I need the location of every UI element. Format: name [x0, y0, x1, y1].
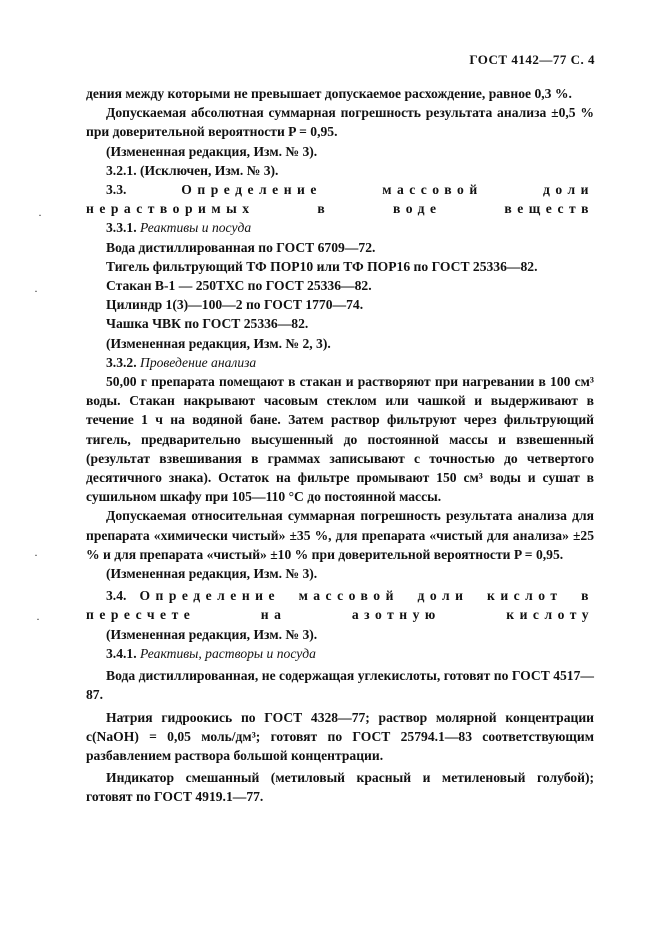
amendment-note: (Измененная редакция, Изм. № 3).: [106, 626, 318, 642]
scan-mark-dot: ·: [36, 612, 40, 626]
reagent-item: Индикатор смешанный (метиловый красный и метиленовый голубой); готовят по ГОСТ 4919.1—77.: [86, 770, 594, 805]
paragraph-continuation: дения между которыми не превышает допускаемое расхождение, равное 0,3 %.: [86, 86, 572, 101]
subsection-title: Реактивы и посуда: [140, 220, 252, 236]
section-number: 3.3.: [106, 182, 127, 198]
subsection-3-3-2-heading: [86, 353, 594, 372]
subsection-title: Реактивы, растворы и посуда: [140, 645, 316, 661]
analysis-error-limit: Допускаемая относительная суммарная погрешность результата анализа для препарата «химически чистый» ±35 %, для препарата «чистый для анализа» ±25 % и для препарата «чистый» ±10 % при доверительной вероятности P = 0,95.: [86, 508, 594, 562]
reagent-item: Чашка ЧВК по ГОСТ 25336—82.: [106, 316, 309, 332]
reagent-item: Тигель фильтрующий ТФ ПОР10 или ТФ ПОР16 по ГОСТ 25336—82.: [106, 258, 538, 274]
subsection-title: Проведение анализа: [140, 354, 257, 370]
scan-mark-dot: ·: [34, 548, 38, 562]
subsection-number: 3.3.1.: [106, 220, 137, 236]
reagent-item: Натрия гидроокись по ГОСТ 4328—77; раствор молярной концентрации c(NaOH) = 0,05 моль/дм³; готовят по ГОСТ 25794.1—83 соответствующим разбавлением раствора большой концентрации.: [86, 709, 594, 763]
section-3-3-heading: [86, 180, 594, 218]
amendment-note: (Измененная редакция, Изм. № 3).: [106, 143, 318, 159]
reagent-item: Цилиндр 1(3)—100—2 по ГОСТ 1770—74.: [106, 297, 364, 313]
subsection-number: 3.3.2.: [106, 354, 137, 370]
scan-mark-dot: ·: [38, 208, 42, 222]
section-title: Определение массовой доли кислот в пересчете на азотную кислоту: [86, 588, 594, 623]
subsection-3-4-1-heading: [86, 644, 594, 663]
clause-3-2-1: 3.2.1. (Исключен, Изм. № 3).: [106, 162, 279, 178]
subsection-number: 3.4.1.: [106, 645, 137, 661]
section-number: 3.4.: [106, 588, 127, 604]
reagent-item: Вода дистиллированная по ГОСТ 6709—72.: [106, 239, 376, 255]
amendment-note: (Измененная редакция, Изм. № 2, 3).: [106, 335, 331, 351]
analysis-procedure: 50,00 г препарата помещают в стакан и растворяют при нагревании в 100 см³ воды. Стакан накрывают часовым стеклом или чашкой и выдерживают в течение 1 ч на водяной бане. Затем раствор фильтруют через фильтрующий тигель, предварительно высушенный до постоянной массы и взвешенный (результат взвешивания в граммах записывают с точностью до четвертого десятичного знака). Остаток на фильтре промывают 150 см³ воды и сушат в сушильном шкафу при 105—110 °С до постоянной массы.: [86, 374, 594, 505]
reagent-item: Вода дистиллированная, не содержащая углекислоты, готовят по ГОСТ 4517—87.: [86, 668, 594, 703]
section-title: Определение массовой доли нерастворимых в воде веществ: [86, 182, 594, 217]
section-3-4-heading: [86, 586, 594, 624]
amendment-note: (Измененная редакция, Изм. № 3).: [106, 566, 318, 582]
subsection-3-3-1-heading: [86, 218, 594, 237]
document-body: [86, 84, 594, 807]
reagent-item: Стакан В-1 — 250ТХС по ГОСТ 25336—82.: [106, 278, 372, 294]
running-header: ГОСТ 4142—77 С. 4: [469, 52, 595, 67]
paragraph-error-limit: Допускаемая абсолютная суммарная погрешность результата анализа ±0,5 % при доверительной вероятности P = 0,95.: [86, 105, 594, 140]
scan-mark-dot: ·: [34, 284, 38, 298]
